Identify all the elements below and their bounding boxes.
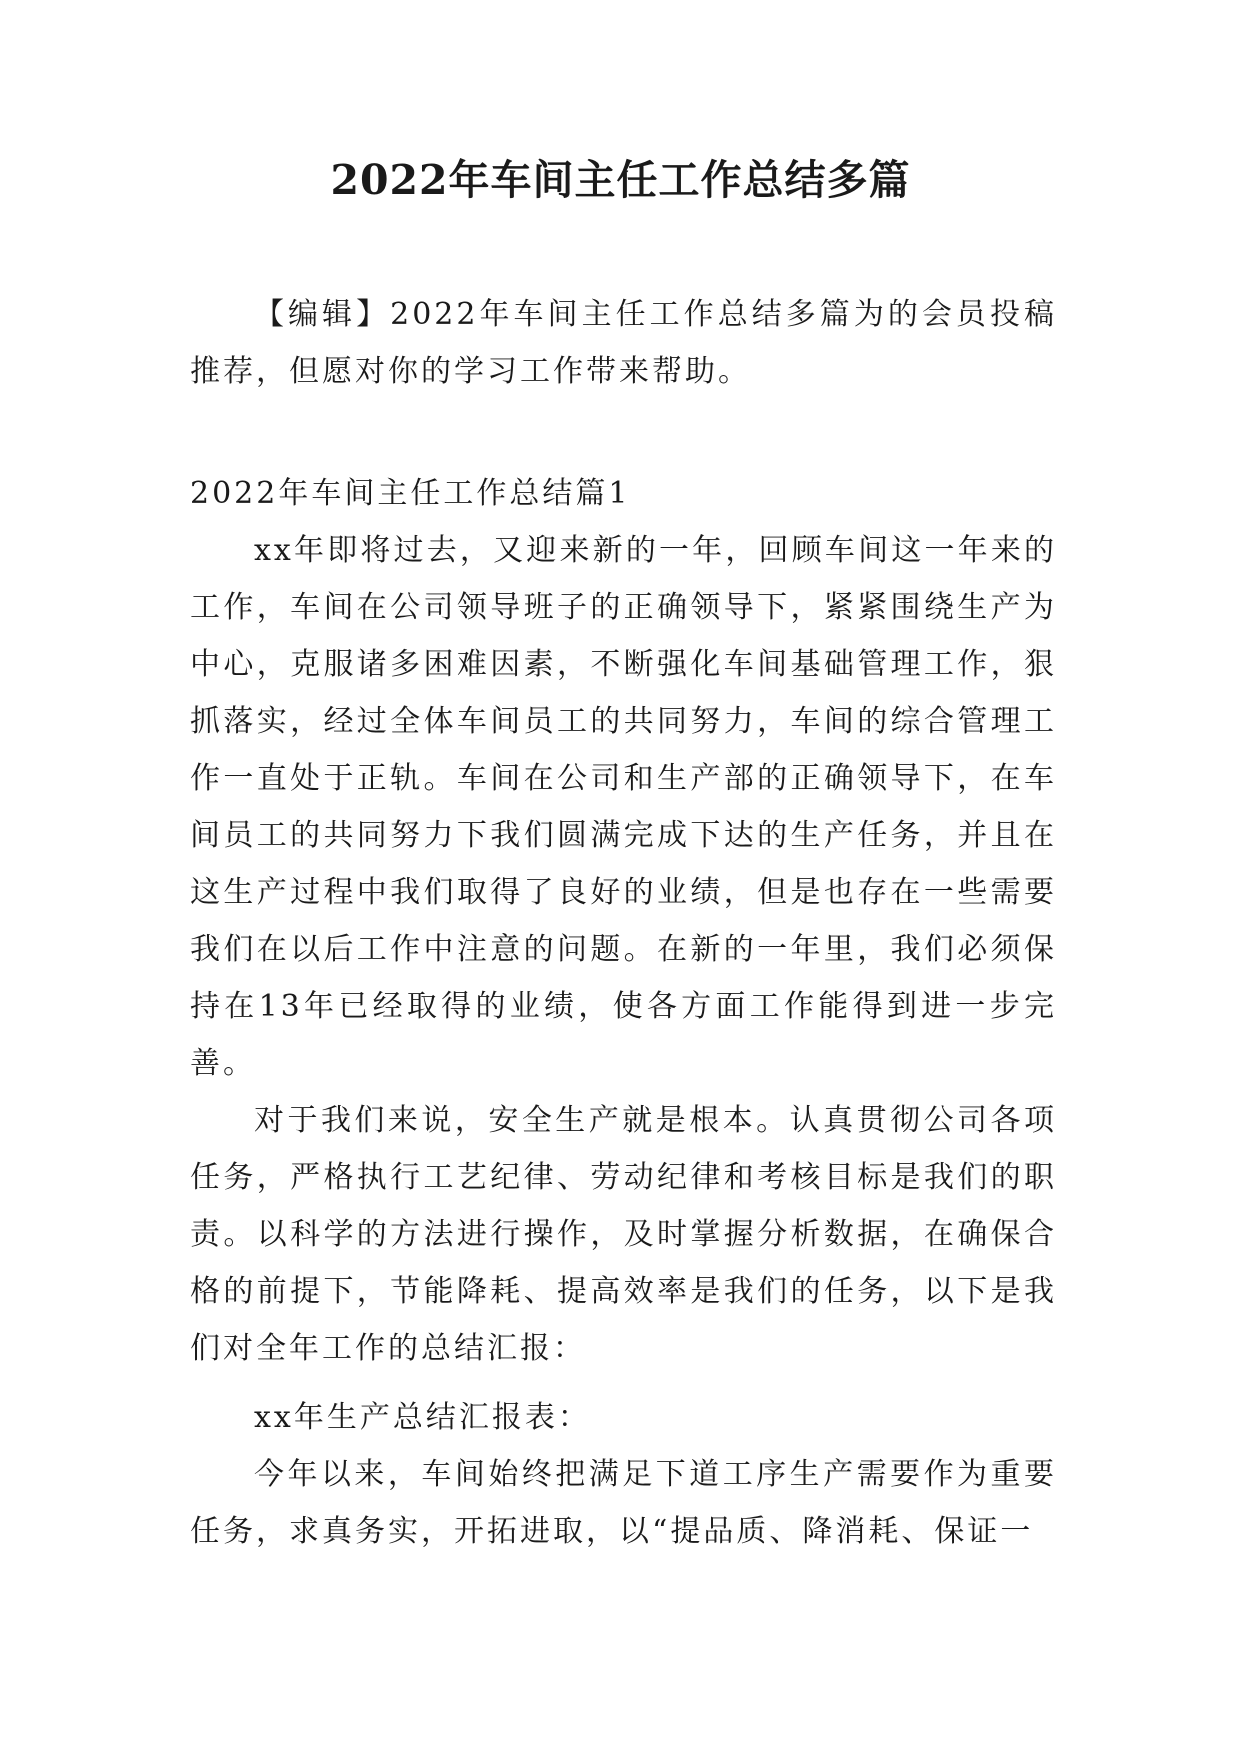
document-title: 2022年车间主任工作总结多篇 <box>330 156 911 204</box>
body-paragraph: 今年以来，车间始终把满足下道工序生产需要作为重要任务，求真务实，开拓进取，以“提品质、降消耗、保证一 <box>190 1457 1057 1549</box>
intro-paragraph: 【编辑】2022年车间主任工作总结多篇为的会员投稿推荐，但愿对你的学习工作带来帮助。 <box>190 297 1057 389</box>
body-paragraph: xx年生产总结汇报表： <box>254 1400 591 1435</box>
body-paragraph: xx年即将过去，又迎来新的一年，回顾车间这一年来的工作，车间在公司领导班子的正确领导下，紧紧围绕生产为中心，克服诸多困难因素，不断强化车间基础管理工作，狠抓落实，经过全体车间员工的共同努力，车间的综合管理工作一直处于正轨。车间在公司和生产部的正确领导下，在车间员工的共同努力下我们圆满完成下达的生产任务，并且在这生产过程中我们取得了良好的业绩，但是也存在一些需要我们在以后工作中注意的问题。在新的一年里，我们必须保持在13年已经取得的业绩，使各方面工作能得到进一步完善。 <box>190 533 1057 1081</box>
section-heading: 2022年车间主任工作总结篇1 <box>190 476 631 511</box>
body-paragraph: 对于我们来说，安全生产就是根本。认真贯彻公司各项任务，严格执行工艺纪律、劳动纪律和考核目标是我们的职责。以科学的方法进行操作，及时掌握分析数据，在确保合格的前提下，节能降耗、提高效率是我们的任务，以下是我们对全年工作的总结汇报： <box>190 1103 1057 1366</box>
